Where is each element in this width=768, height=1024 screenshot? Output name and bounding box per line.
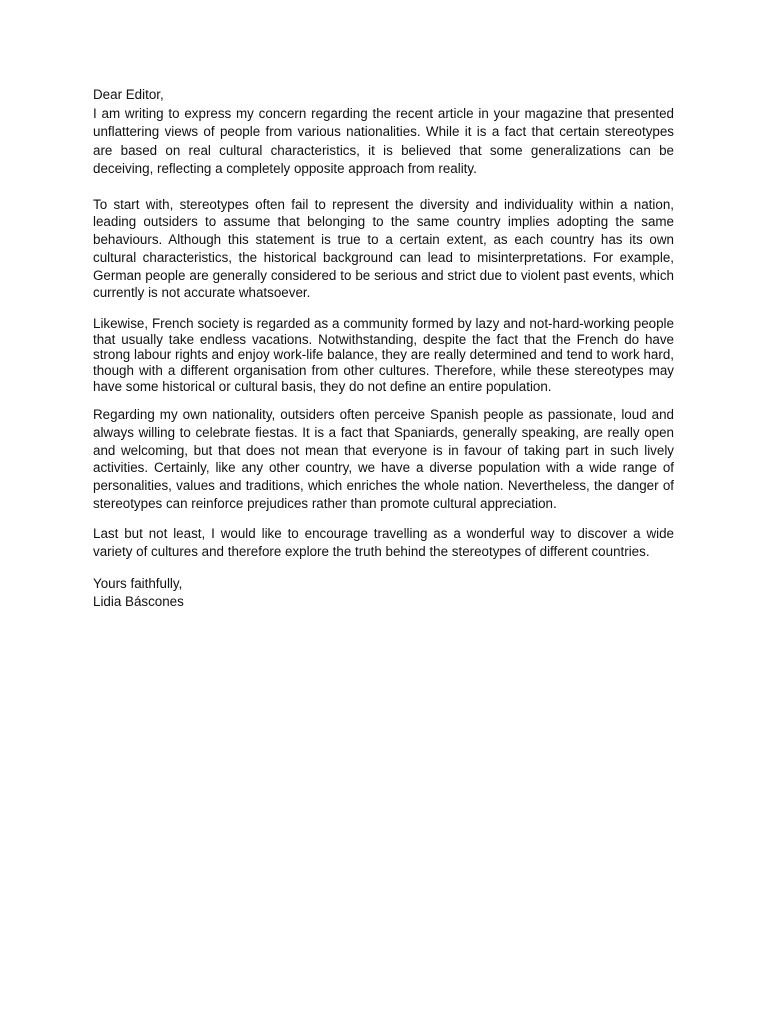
paragraph-french: Likewise, French society is regarded as a community formed by lazy and not-hard-working people that usually take endless vacations. Notwithstanding, despite the fact that the French do have strong labour rights and enjoy work-life balance, they are really determined and tend to work hard, though with a different organisation from other cultures. Therefore, while these stereotypes may have some historical or cultural basis, they do not define an entire population. xyxy=(93,316,674,394)
signature-name: Lidia Báscones xyxy=(93,593,184,609)
paragraph-diversity: To start with, stereotypes often fail to represent the diversity and individuality within a nation, leading outsiders to assume that belonging to the same country implies adopting the same behaviours. Although this statement is true to a certain extent, as each country has its own cultural characteristics, the historical background can lead to misinterpretations. For example, German people are generally considered to be serious and strict due to violent past events, which currently is not accurate whatsoever. xyxy=(93,196,674,301)
paragraph-conclusion: Last but not least, I would like to encourage travelling as a wonderful way to discover a wide variety of cultures and therefore explore the truth behind the stereotypes of different countries. xyxy=(93,526,674,560)
paragraph-spanish: Regarding my own nationality, outsiders often perceive Spanish people as passionate, loud and always willing to celebrate fiestas. It is a fact that Spaniards, generally speaking, are really open and welcoming, but that does not mean that everyone is in favour of taking part in such lively activities. Certainly, like any other country, we have a diverse population with a wide range of personalities, values and traditions, which enriches the whole nation. Nevertheless, the danger of stereotypes can reinforce prejudices rather than promote cultural appreciation. xyxy=(93,407,674,511)
paragraph-intro: I am writing to express my concern regarding the recent article in your magazine that presented unflattering views of people from various nationalities. While it is a fact that certain stereotypes are based on real cultural characteristics, it is believed that some generalizations can be deceiving, reflecting a completely opposite approach from reality. xyxy=(93,105,674,176)
closing: Yours faithfully, xyxy=(93,575,183,591)
salutation: Dear Editor, xyxy=(93,87,164,102)
letter-body xyxy=(93,86,674,610)
